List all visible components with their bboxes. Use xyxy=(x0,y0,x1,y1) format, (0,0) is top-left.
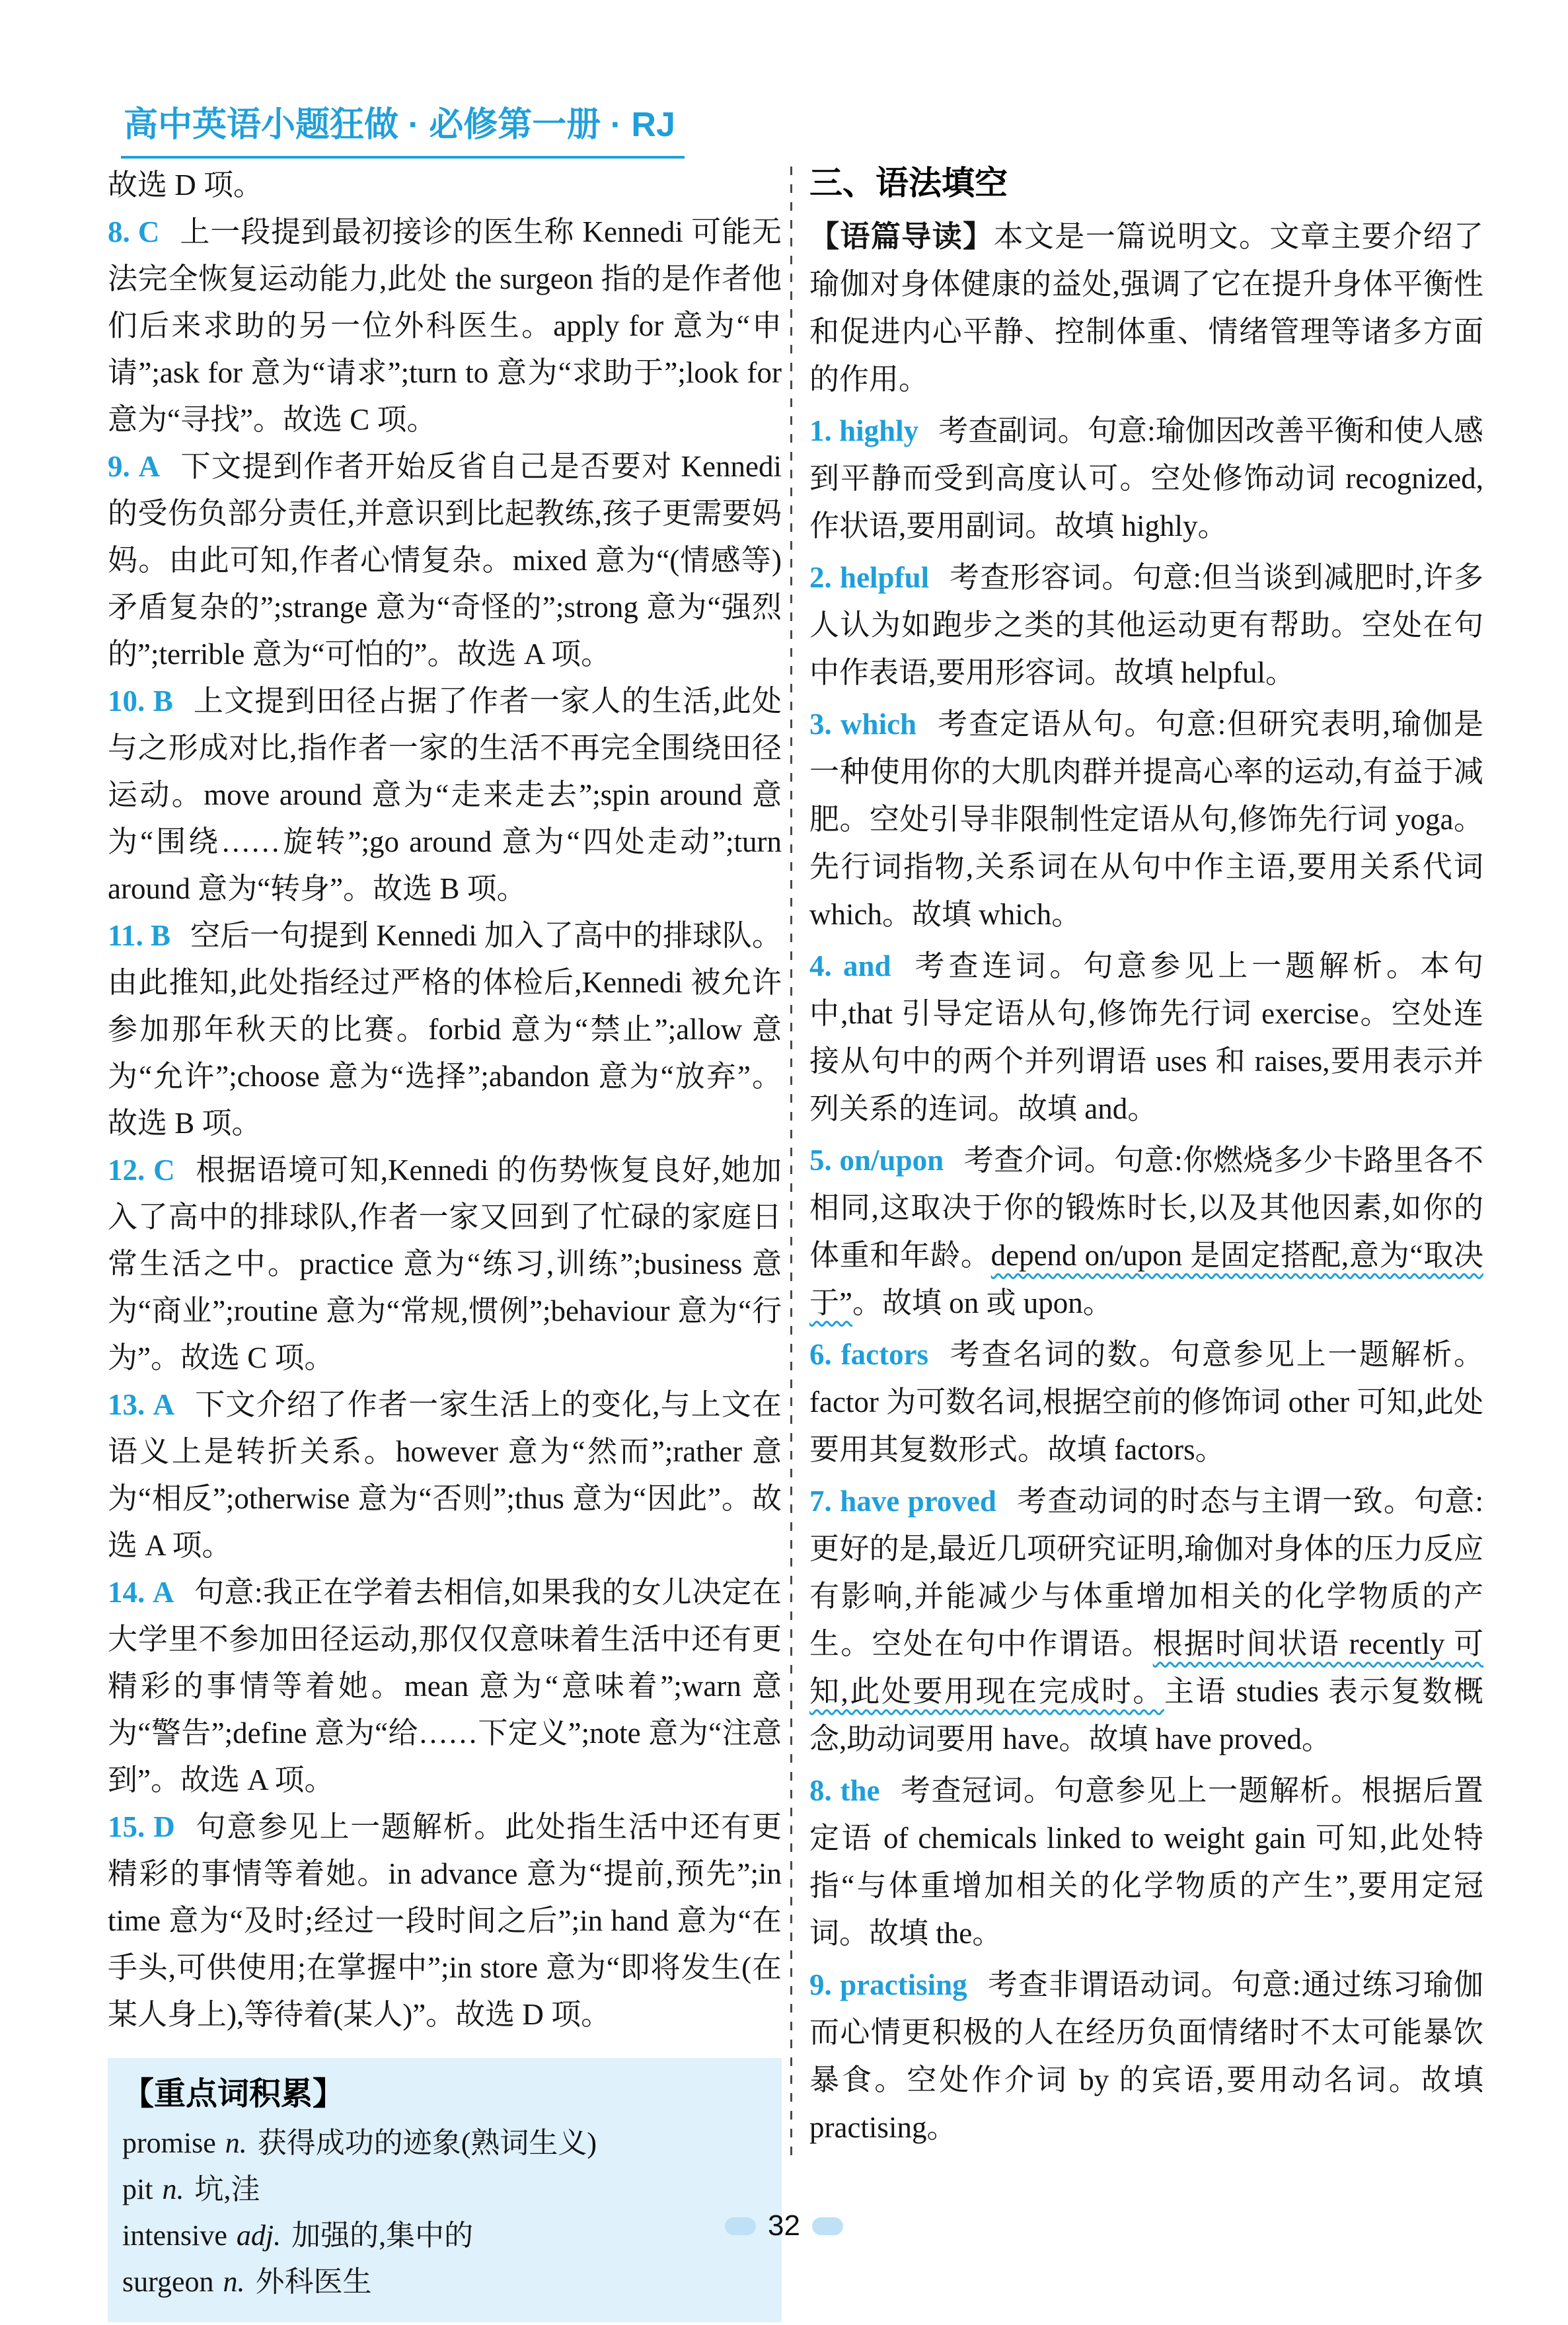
right-column xyxy=(809,159,1483,2151)
item-explanation xyxy=(108,1154,782,1374)
wavy-underlined-text: 根据时间状语 recently 可知,此处要用现在完成时。 xyxy=(809,1627,1483,1708)
item-explanation xyxy=(108,1576,782,1796)
item-number-answer: 7. have proved xyxy=(809,1485,996,1518)
vocab-meaning: 加强的,集中的 xyxy=(291,2219,474,2252)
item-explanation xyxy=(809,949,1483,1125)
explanation-text: 考查名词的数。句意参见上一题解析。factor 为可数名词,根据空前的修饰词 other 可知,此处要用其复数形式。故填 factors。 xyxy=(809,1338,1483,1466)
vocab-word: pit xyxy=(122,2173,153,2205)
answer-item xyxy=(809,1767,1483,1957)
answer-item xyxy=(108,1147,782,1382)
item-explanation xyxy=(108,919,782,1140)
item-explanation xyxy=(809,1774,1483,1950)
explanation-text: 根据语境可知,Kennedi 的伤势恢复良好,她加入了高中的排球队,作者一家又回到了忙碌的家庭日常生活之中。practice 意为“练习,训练”;business 意为“商业”;routine 意为“常规,惯例”;behaviour 意为“行为”。故选 C 项。 xyxy=(108,1154,782,1374)
vocab-entry xyxy=(122,2259,765,2305)
item-number-answer: 8. the xyxy=(809,1774,880,1807)
left-column xyxy=(108,162,782,2322)
item-number-answer: 13. A xyxy=(108,1388,175,1421)
vocab-meaning: 外科医生 xyxy=(255,2266,372,2298)
answer-item xyxy=(809,1961,1483,2151)
explanation-text: 考查冠词。句意参见上一题解析。根据后置定语 of chemicals linked to weight gain 可知,此处特指“与体重增加相关的化学物质的产生”,要用定冠词。故填 the。 xyxy=(809,1774,1483,1950)
explanation-text: 考查副词。句意:瑜伽因改善平衡和使人感到平静而受到高度认可。空处修饰动词 recognized,作状语,要用副词。故填 highly。 xyxy=(809,414,1483,542)
item-number-answer: 9. practising xyxy=(809,1968,967,2001)
explanation-text: 句意:我正在学着去相信,如果我的女儿决定在大学里不参加田径运动,那仅仅意味着生活中还有更精彩的事情等着她。mean 意为“意味着”;warn 意为“警告”;define 意为“给……下定义”;note 意为“注意到”。故选 A 项。 xyxy=(108,1576,782,1796)
footer-pill-right xyxy=(812,2217,843,2235)
section-title: 三、语法填空 xyxy=(809,165,1008,202)
explanation-text: 下文提到作者开始反省自己是否要对 Kennedi 的受伤负部分责任,并意识到比起教练,孩子更需要妈妈。由此可知,作者心情复杂。mixed 意为“(情感等)矛盾复杂的”;strange 意为“奇怪的”;strong 意为“强烈的”;terrible 意为“可怕的”。故选 A 项。 xyxy=(108,450,782,671)
item-number-answer: 12. C xyxy=(108,1154,175,1187)
answer-continuation: 故选 D 项。 xyxy=(108,168,263,202)
answer-item xyxy=(108,1804,782,2038)
vocab-meaning: 获得成功的迹象(熟词生义) xyxy=(257,2127,597,2159)
vocab-entry xyxy=(122,2166,765,2213)
item-number-answer: 9. A xyxy=(108,450,161,483)
answer-item xyxy=(108,1382,782,1569)
vocab-pos: n. xyxy=(223,2266,245,2298)
key-words-box xyxy=(108,2058,782,2322)
item-number-answer: 8. C xyxy=(108,215,160,248)
cloze-answer-list xyxy=(108,209,782,2038)
answer-item xyxy=(108,209,782,443)
page-number: 32 xyxy=(768,2209,800,2242)
grammar-answer-list xyxy=(809,407,1483,2151)
answer-item xyxy=(809,407,1483,550)
item-number-answer: 15. D xyxy=(108,1810,175,1843)
item-explanation xyxy=(108,684,782,905)
vocab-word: surgeon xyxy=(122,2266,214,2298)
explanation-text: 下文介绍了作者一家生活上的变化,与上文在语义上是转折关系。however 意为“然而”;rather 意为“相反”;otherwise 意为“否则”;thus 意为“因此”。故选 A 项。 xyxy=(108,1388,782,1562)
page-footer xyxy=(0,2209,1568,2242)
item-number-answer: 6. factors xyxy=(809,1338,929,1371)
item-explanation xyxy=(108,1810,782,2031)
vocab-word: promise xyxy=(122,2127,216,2159)
explanation-text: 。故填 on 或 upon。 xyxy=(852,1286,1113,1319)
item-explanation xyxy=(108,1388,782,1562)
explanation-text: 考查非谓语动词。句意:通过练习瑜伽而心情更积极的人在经历负面情绪时不太可能暴饮暴食。空处作介词 by 的宾语,要用动名词。故填 practising。 xyxy=(809,1968,1483,2144)
item-number-answer: 3. which xyxy=(809,708,917,741)
item-number-answer: 4. and xyxy=(809,949,891,982)
vocab-pos: n. xyxy=(225,2127,247,2159)
explanation-text: 考查动词的时态与主谓一致。句意:更好的是,最近几项研究证明,瑜伽对身体的压力反应有影响,并能减少与体重增加相关的化学物质的产生。空处在句中作谓语。 xyxy=(809,1485,1483,1660)
answer-item xyxy=(108,912,782,1147)
explanation-text: 上文提到田径占据了作者一家人的生活,此处与之形成对比,指作者一家的生活不再完全围绕田径运动。move around 意为“走来走去”;spin around 意为“围绕……旋转”;go around 意为“四处走动”;turn around 意为“转身”。故选 B 项。 xyxy=(108,684,782,905)
vocab-pos: adj. xyxy=(236,2219,281,2252)
vocab-meaning: 坑,洼 xyxy=(194,2173,260,2205)
item-explanation xyxy=(809,708,1483,931)
item-number-answer: 14. A xyxy=(108,1576,174,1609)
page-header-title: 高中英语小题狂做 · 必修第一册 · RJ xyxy=(121,104,685,159)
answer-item xyxy=(108,1569,782,1804)
explanation-text: 空后一句提到 Kennedi 加入了高中的排球队。由此推知,此处指经过严格的体检后,Kennedi 被允许参加那年秋天的比赛。forbid 意为“禁止”;allow 意为“允许”;choose 意为“选择”;abandon 意为“放弃”。故选 B 项。 xyxy=(108,919,782,1140)
item-explanation xyxy=(809,1485,1483,1755)
item-number-answer: 10. B xyxy=(108,684,173,718)
item-number-answer: 11. B xyxy=(108,919,171,952)
item-explanation xyxy=(108,450,782,671)
footer-pill-left xyxy=(725,2217,756,2235)
key-words-title: 【重点词积累】 xyxy=(122,2077,345,2112)
guide-text: 本文是一篇说明文。文章主要介绍了瑜伽对身体健康的益处,强调了它在提升身体平衡性和促进内心平静、控制体重、情绪管理等诸多方面的作用。 xyxy=(809,220,1483,396)
wavy-underlined-text: depend on/upon 是固定搭配,意为“取决于” xyxy=(809,1239,1483,1319)
item-number-answer: 5. on/upon xyxy=(809,1144,944,1177)
answer-item xyxy=(809,1477,1483,1763)
explanation-text: 考查介词。句意:你燃烧多少卡路里各不相同,这取决于你的锻炼时长,以及其他因素,如你的体重和年龄。 xyxy=(809,1144,1483,1272)
passage-guide xyxy=(809,213,1483,403)
guide-label: 【语篇导读】 xyxy=(809,219,994,253)
explanation-text: 句意参见上一题解析。此处指生活中还有更精彩的事情等着她。in advance 意为“提前,预先”;in time 意为“及时;经过一段时间之后”;in hand 意为“在手头,可供使用;在掌握中”;in store 意为“即将发生(在某人身上),等待着(某人)”。故选 D 项。 xyxy=(108,1810,782,2031)
vocab-word: intensive xyxy=(122,2219,227,2252)
answer-item xyxy=(809,1331,1483,1473)
explanation-text: 主语 studies 表示复数概念,助动词要用 have。故填 have proved。 xyxy=(809,1675,1483,1755)
explanation-text: 考查形容词。句意:但当谈到减肥时,许多人认为如跑步之类的其他运动更有帮助。空处在句中作表语,要用形容词。故填 helpful。 xyxy=(809,561,1483,689)
item-number-answer: 1. highly xyxy=(809,414,919,447)
explanation-text: 考查连词。句意参见上一题解析。本句中,that 引导定语从句,修饰先行词 exercise。空处连接从句中的两个并列谓语 uses 和 raises,要用表示并列关系的连词。故填 and。 xyxy=(809,949,1483,1125)
item-explanation xyxy=(108,215,782,436)
vocab-pos: n. xyxy=(162,2173,184,2205)
explanation-text: 上一段提到最初接诊的医生称 Kennedi 可能无法完全恢复运动能力,此处 the surgeon 指的是作者他们后来求助的另一位外科医生。apply for 意为“申请”;ask for 意为“请求”;turn to 意为“求助于”;look for 意为“寻找”。故选 C 项。 xyxy=(108,215,782,436)
answer-item xyxy=(809,700,1483,938)
answer-item xyxy=(108,678,782,912)
answer-item xyxy=(809,942,1483,1132)
answer-item xyxy=(809,554,1483,696)
column-divider xyxy=(790,166,792,2162)
vocab-entry xyxy=(122,2120,765,2166)
answer-item xyxy=(108,443,782,678)
item-number-answer: 2. helpful xyxy=(809,561,930,594)
explanation-text: 考查定语从句。句意:但研究表明,瑜伽是一种使用你的大肌肉群并提高心率的运动,有益于减肥。空处引导非限制性定语从句,修饰先行词 yoga。先行词指物,关系词在从句中作主语,要用关系代词 which。故填 which。 xyxy=(809,708,1483,931)
answer-item xyxy=(809,1136,1483,1327)
